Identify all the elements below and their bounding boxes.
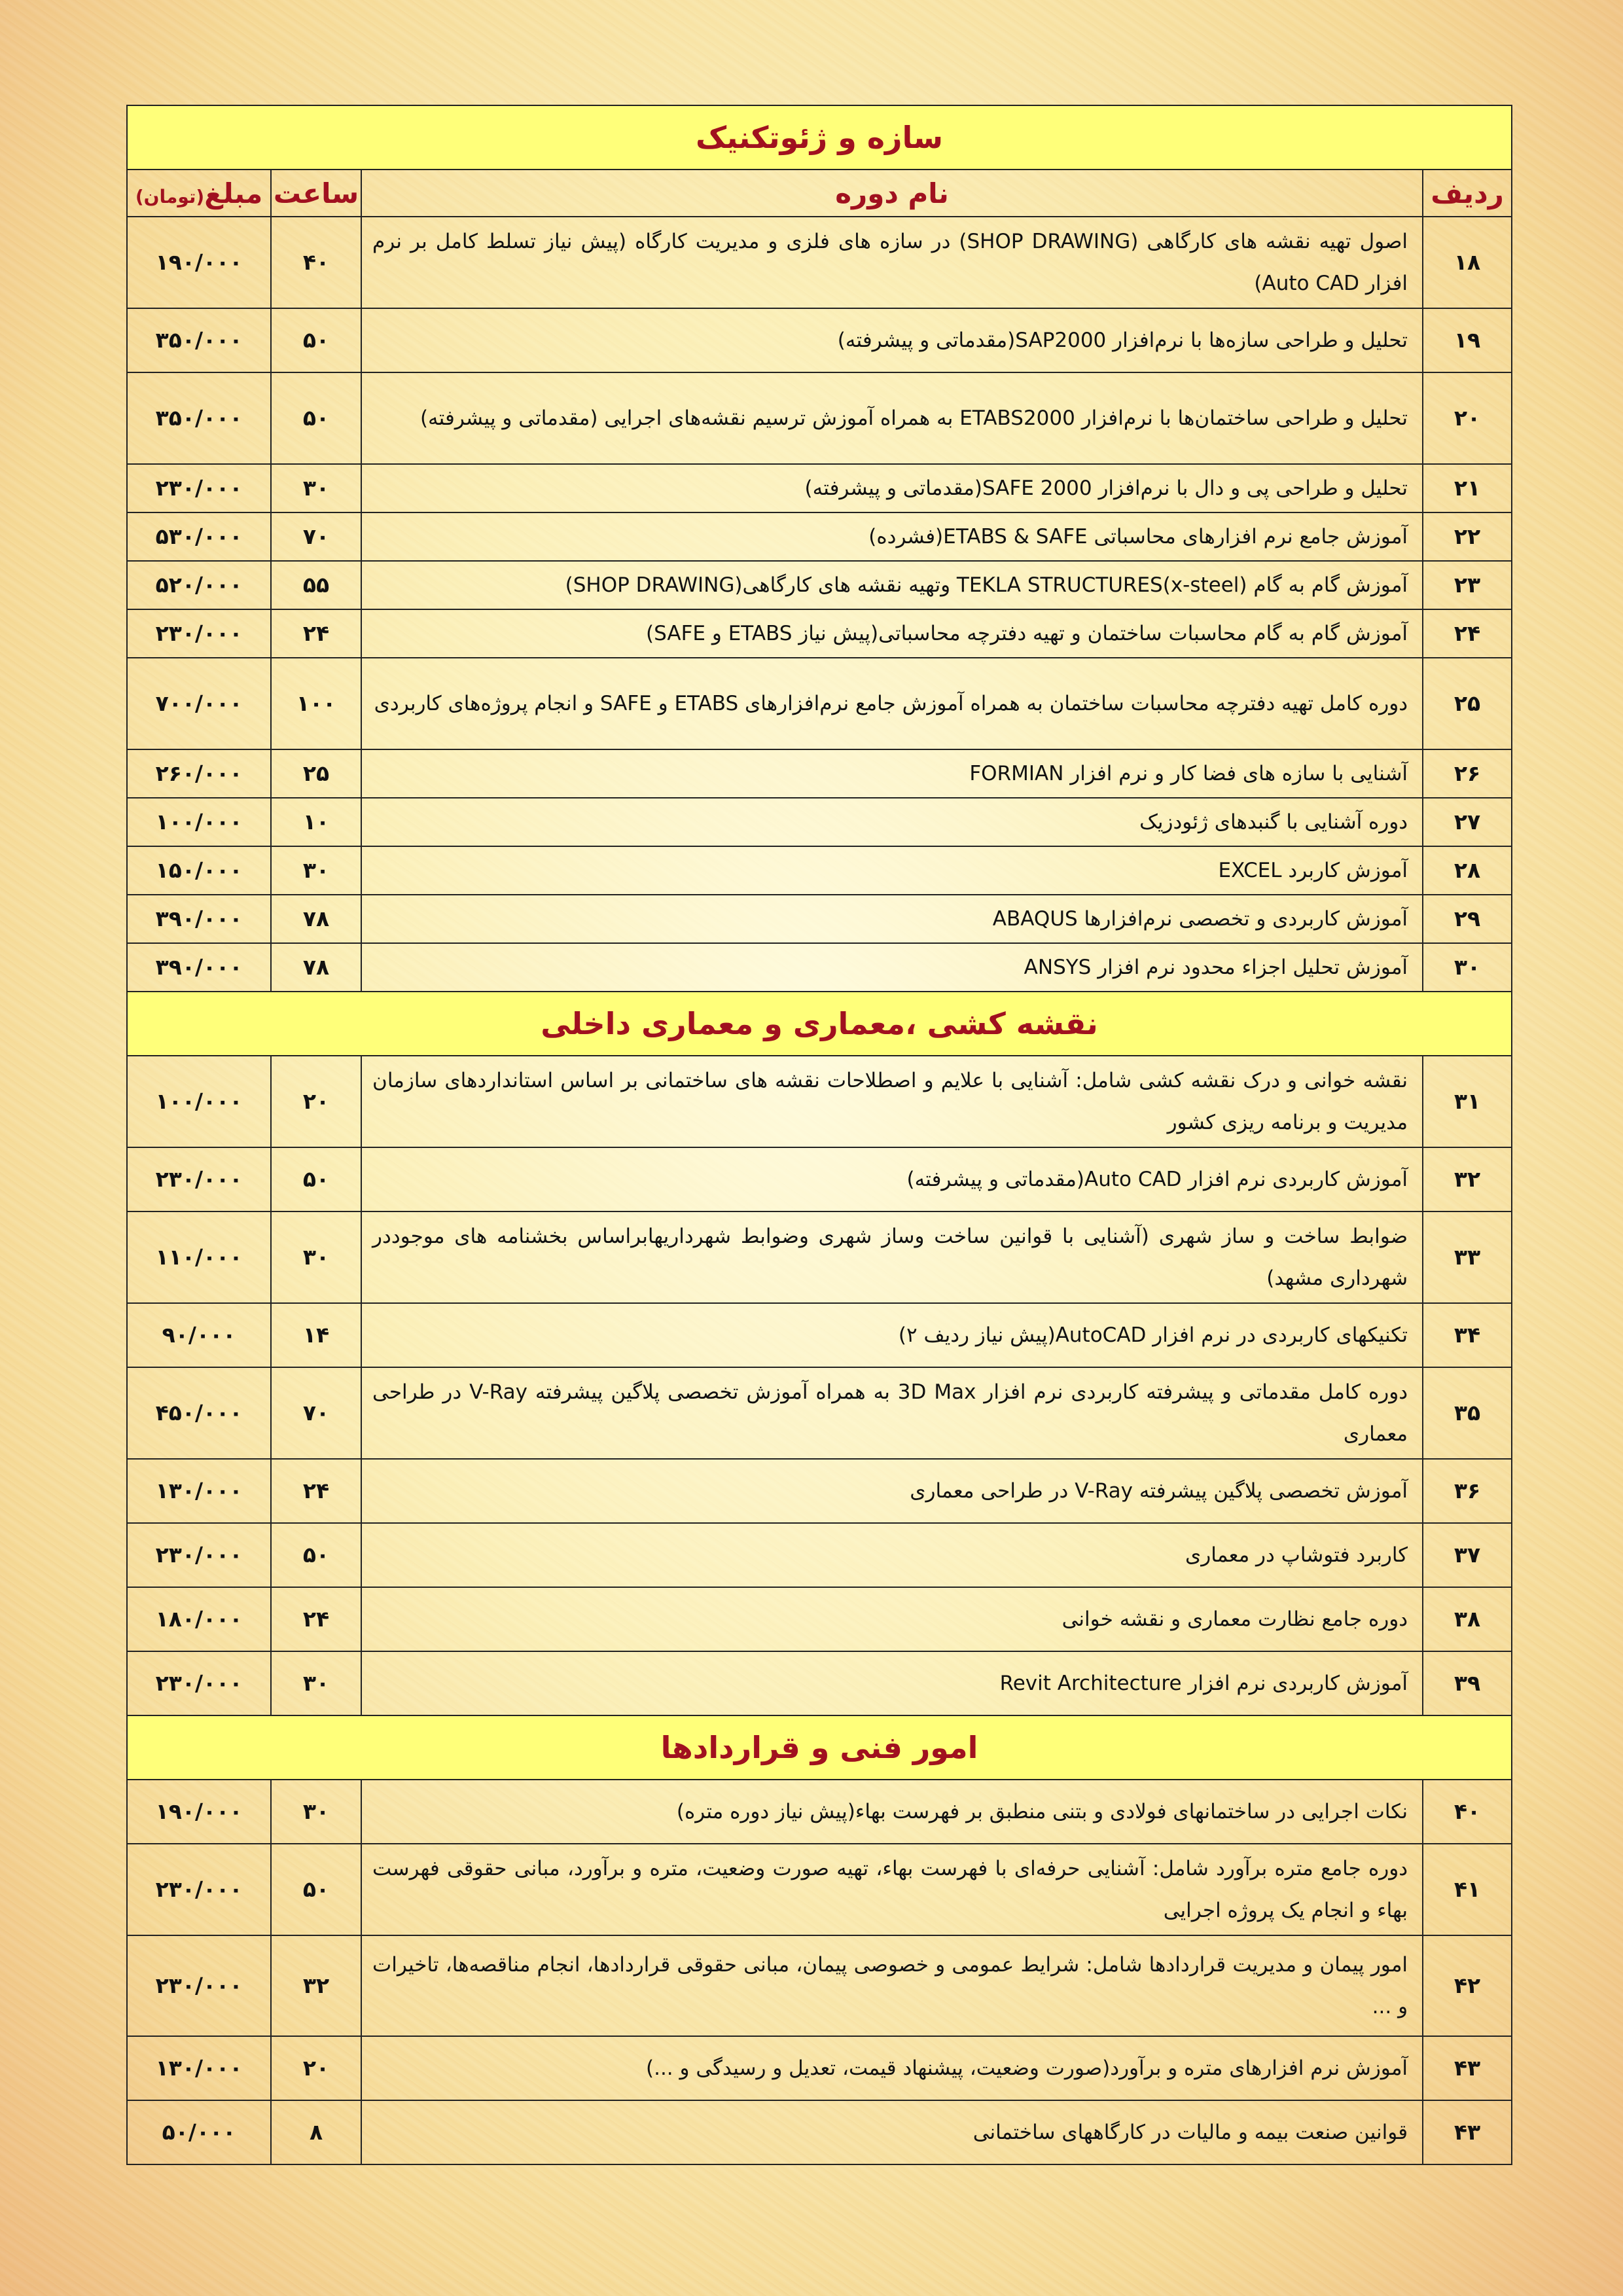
course-name-cell: قوانین صنعت بیمه و مالیات در کارگاههای ساختمانی [361, 2100, 1423, 2164]
course-price-table-frame [126, 105, 1511, 2165]
table-row [127, 561, 1512, 609]
hours-cell: ۵۰ [271, 1523, 361, 1587]
row-number-cell: ۳۴ [1423, 1303, 1512, 1367]
course-name-cell: آموزش کاربردی نرم افزار Revit Architecture [361, 1651, 1423, 1715]
hours-cell: ۲۵ [271, 749, 361, 798]
row-number-cell: ۲۸ [1423, 846, 1512, 895]
table-row [127, 943, 1512, 992]
row-number-cell: ۴۳ [1423, 2036, 1512, 2100]
table-row [127, 749, 1512, 798]
table-row [127, 372, 1512, 464]
hours-cell: ۷۰ [271, 1367, 361, 1459]
header-row-number: ردیف [1423, 170, 1512, 217]
row-number-cell: ۲۱ [1423, 464, 1512, 512]
table-row [127, 1523, 1512, 1587]
course-name-cell: آموزش تحلیل اجزاء محدود نرم افزار ANSYS [361, 943, 1423, 992]
hours-cell: ۳۰ [271, 1780, 361, 1844]
table-row [127, 1459, 1512, 1523]
course-name-cell: دوره آشنایی با گنبدهای ژئودزیک [361, 798, 1423, 846]
price-cell: ۱۳۰/۰۰۰ [127, 2036, 271, 2100]
row-number-cell: ۳۳ [1423, 1211, 1512, 1303]
hours-cell: ۴۰ [271, 217, 361, 308]
price-cell: ۷۰۰/۰۰۰ [127, 658, 271, 749]
row-number-cell: ۲۵ [1423, 658, 1512, 749]
table-row [127, 1651, 1512, 1715]
price-cell: ۱۸۰/۰۰۰ [127, 1587, 271, 1651]
table-row [127, 1935, 1512, 2036]
course-name-cell: امور پیمان و مدیریت قراردادها شامل: شرایط عمومی و خصوصی پیمان، مبانی حقوقی قراردادها، انجام مناقصه‌ها، تاخیرات و ... [361, 1935, 1423, 2036]
price-cell: ۱۳۰/۰۰۰ [127, 1459, 271, 1523]
course-price-table [126, 105, 1512, 2165]
hours-cell: ۷۸ [271, 943, 361, 992]
course-name-cell: آموزش تخصصی پلاگین پیشرفته V-Ray در طراحی معماری [361, 1459, 1423, 1523]
price-cell: ۵۲۰/۰۰۰ [127, 561, 271, 609]
header-price-label: مبلغ [204, 177, 263, 209]
price-cell: ۲۶۰/۰۰۰ [127, 749, 271, 798]
row-number-cell: ۳۲ [1423, 1147, 1512, 1211]
hours-cell: ۵۰ [271, 308, 361, 372]
row-number-cell: ۲۴ [1423, 609, 1512, 658]
hours-cell: ۲۴ [271, 1459, 361, 1523]
course-name-cell: تحلیل و طراحی سازه‌ها با نرم‌افزار SAP2000(مقدماتی و پیشرفته) [361, 308, 1423, 372]
price-cell: ۱۹۰/۰۰۰ [127, 217, 271, 308]
row-number-cell: ۲۳ [1423, 561, 1512, 609]
hours-cell: ۷۰ [271, 512, 361, 561]
course-name-cell: تحلیل و طراحی ساختمان‌ها با نرم‌افزار ETABS2000 به همراه آموزش ترسیم نقشه‌های اجرایی (مقدماتی و پیشرفته) [361, 372, 1423, 464]
table-row [127, 308, 1512, 372]
course-name-cell: نکات اجرایی در ساختمانهای فولادی و بتنی منطبق بر فهرست بهاء(پیش نیاز دوره متره) [361, 1780, 1423, 1844]
section-title-row [127, 1715, 1512, 1780]
row-number-cell: ۳۷ [1423, 1523, 1512, 1587]
table-row [127, 1303, 1512, 1367]
header-price [127, 170, 271, 217]
row-number-cell: ۲۶ [1423, 749, 1512, 798]
course-name-cell: آشنایی با سازه های فضا کار و نرم افزار FORMIAN [361, 749, 1423, 798]
row-number-cell: ۳۶ [1423, 1459, 1512, 1523]
course-name-cell: آموزش کاربردی و تخصصی نرم‌افزارها ABAQUS [361, 895, 1423, 943]
course-name-cell: دوره کامل مقدماتی و پیشرفته کاربردی نرم افزار 3D Max به همراه آموزش تخصصی پلاگین پیشرفته V-Ray در طراحی معماری [361, 1367, 1423, 1459]
course-name-cell: آموزش کاربردی نرم افزار Auto CAD(مقدماتی و پیشرفته) [361, 1147, 1423, 1211]
table-row [127, 895, 1512, 943]
section-title: نقشه کشی ،معماری و معماری داخلی [127, 992, 1512, 1056]
price-cell: ۴۵۰/۰۰۰ [127, 1367, 271, 1459]
course-name-cell: نقشه خوانی و درک نقشه کشی شامل: آشنایی با علایم و اصطلاحات نقشه های ساختمانی بر اساس استانداردهای سازمان مدیریت و برنامه ریزی کشور [361, 1056, 1423, 1147]
table-row [127, 2100, 1512, 2164]
header-price-unit: (تومان) [135, 185, 205, 207]
row-number-cell: ۳۵ [1423, 1367, 1512, 1459]
row-number-cell: ۳۹ [1423, 1651, 1512, 1715]
section-title-row [127, 105, 1512, 170]
row-number-cell: ۱۸ [1423, 217, 1512, 308]
table-row [127, 1367, 1512, 1459]
section-title: سازه و ژئوتکنیک [127, 105, 1512, 170]
row-number-cell: ۳۰ [1423, 943, 1512, 992]
hours-cell: ۳۰ [271, 1651, 361, 1715]
header-hours: ساعت [271, 170, 361, 217]
table-row [127, 1211, 1512, 1303]
course-name-cell: آموزش گام به گام محاسبات ساختمان و تهیه دفترچه محاسباتی(پیش نیاز ETABS و SAFE) [361, 609, 1423, 658]
hours-cell: ۵۰ [271, 1844, 361, 1935]
price-cell: ۳۵۰/۰۰۰ [127, 308, 271, 372]
table-row [127, 1587, 1512, 1651]
table-row [127, 1147, 1512, 1211]
course-name-cell: دوره کامل تهیه دفترچه محاسبات ساختمان به همراه آموزش جامع نرم‌افزارهای ETABS و SAFE و انجام پروژه‌های کاربردی [361, 658, 1423, 749]
price-cell: ۲۳۰/۰۰۰ [127, 1651, 271, 1715]
hours-cell: ۲۰ [271, 1056, 361, 1147]
hours-cell: ۲۴ [271, 609, 361, 658]
row-number-cell: ۳۱ [1423, 1056, 1512, 1147]
row-number-cell: ۲۷ [1423, 798, 1512, 846]
hours-cell: ۵۰ [271, 1147, 361, 1211]
price-cell: ۱۰۰/۰۰۰ [127, 798, 271, 846]
table-row [127, 609, 1512, 658]
course-name-cell: اصول تهیه نقشه های کارگاهی (SHOP DRAWING) در سازه های فلزی و مدیریت کارگاه (پیش نیاز تسلط کامل بر نرم افزار Auto CAD) [361, 217, 1423, 308]
row-number-cell: ۲۲ [1423, 512, 1512, 561]
header-course-name: نام دوره [361, 170, 1423, 217]
price-cell: ۲۳۰/۰۰۰ [127, 609, 271, 658]
price-cell: ۲۳۰/۰۰۰ [127, 1844, 271, 1935]
price-cell: ۱۵۰/۰۰۰ [127, 846, 271, 895]
row-number-cell: ۴۳ [1423, 2100, 1512, 2164]
price-cell: ۵۰/۰۰۰ [127, 2100, 271, 2164]
hours-cell: ۱۰ [271, 798, 361, 846]
row-number-cell: ۳۸ [1423, 1587, 1512, 1651]
table-row [127, 512, 1512, 561]
price-cell: ۹۰/۰۰۰ [127, 1303, 271, 1367]
hours-cell: ۳۰ [271, 1211, 361, 1303]
hours-cell: ۵۰ [271, 372, 361, 464]
section-title-row [127, 992, 1512, 1056]
course-name-cell: آموزش کاربرد EXCEL [361, 846, 1423, 895]
price-cell: ۲۳۰/۰۰۰ [127, 1147, 271, 1211]
price-cell: ۱۱۰/۰۰۰ [127, 1211, 271, 1303]
price-cell: ۳۹۰/۰۰۰ [127, 943, 271, 992]
table-row [127, 2036, 1512, 2100]
course-name-cell: آموزش جامع نرم افزارهای محاسباتی ETABS & SAFE(فشرده) [361, 512, 1423, 561]
row-number-cell: ۱۹ [1423, 308, 1512, 372]
price-cell: ۵۳۰/۰۰۰ [127, 512, 271, 561]
hours-cell: ۱۰۰ [271, 658, 361, 749]
table-row [127, 1780, 1512, 1844]
table-row [127, 658, 1512, 749]
table-row [127, 217, 1512, 308]
course-name-cell: تحلیل و طراحی پی و دال با نرم‌افزار SAFE 2000(مقدماتی و پیشرفته) [361, 464, 1423, 512]
hours-cell: ۲۴ [271, 1587, 361, 1651]
price-cell: ۲۳۰/۰۰۰ [127, 1523, 271, 1587]
price-cell: ۳۹۰/۰۰۰ [127, 895, 271, 943]
hours-cell: ۳۰ [271, 846, 361, 895]
hours-cell: ۷۸ [271, 895, 361, 943]
price-cell: ۳۵۰/۰۰۰ [127, 372, 271, 464]
hours-cell: ۳۲ [271, 1935, 361, 2036]
price-cell: ۱۰۰/۰۰۰ [127, 1056, 271, 1147]
course-name-cell: دوره جامع متره برآورد شامل: آشنایی حرفه‌ای با فهرست بهاء، تهیه صورت وضعیت، متره و برآورد، مبانی حقوقی فهرست بهاء و انجام یک پروژه اجرایی [361, 1844, 1423, 1935]
hours-cell: ۱۴ [271, 1303, 361, 1367]
table-row [127, 464, 1512, 512]
table-header-row [127, 170, 1512, 217]
table-row [127, 846, 1512, 895]
hours-cell: ۲۰ [271, 2036, 361, 2100]
section-title: امور فنی و قراردادها [127, 1715, 1512, 1780]
course-name-cell: کاربرد فتوشاپ در معماری [361, 1523, 1423, 1587]
price-cell: ۲۳۰/۰۰۰ [127, 1935, 271, 2036]
price-cell: ۱۹۰/۰۰۰ [127, 1780, 271, 1844]
row-number-cell: ۴۲ [1423, 1935, 1512, 2036]
hours-cell: ۸ [271, 2100, 361, 2164]
row-number-cell: ۴۰ [1423, 1780, 1512, 1844]
course-name-cell: آموزش نرم افزارهای متره و برآورد(صورت وضعیت، پیشنهاد قیمت، تعدیل و رسیدگی و ...) [361, 2036, 1423, 2100]
table-row [127, 1844, 1512, 1935]
table-row [127, 1056, 1512, 1147]
row-number-cell: ۴۱ [1423, 1844, 1512, 1935]
hours-cell: ۵۵ [271, 561, 361, 609]
course-name-cell: آموزش گام به گام TEKLA STRUCTURES(x-steel) وتهیه نقشه های کارگاهی(SHOP DRAWING) [361, 561, 1423, 609]
table-row [127, 798, 1512, 846]
hours-cell: ۳۰ [271, 464, 361, 512]
row-number-cell: ۲۹ [1423, 895, 1512, 943]
course-name-cell: تکنیکهای کاربردی در نرم افزار AutoCAD(پیش نیاز ردیف ۲) [361, 1303, 1423, 1367]
price-cell: ۲۳۰/۰۰۰ [127, 464, 271, 512]
course-name-cell: دوره جامع نظارت معماری و نقشه خوانی [361, 1587, 1423, 1651]
row-number-cell: ۲۰ [1423, 372, 1512, 464]
course-name-cell: ضوابط ساخت و ساز شهری (آشنایی با قوانین ساخت وساز شهری وضوابط شهرداریهابراساس بخشنامه های موجوددر شهرداری مشهد) [361, 1211, 1423, 1303]
